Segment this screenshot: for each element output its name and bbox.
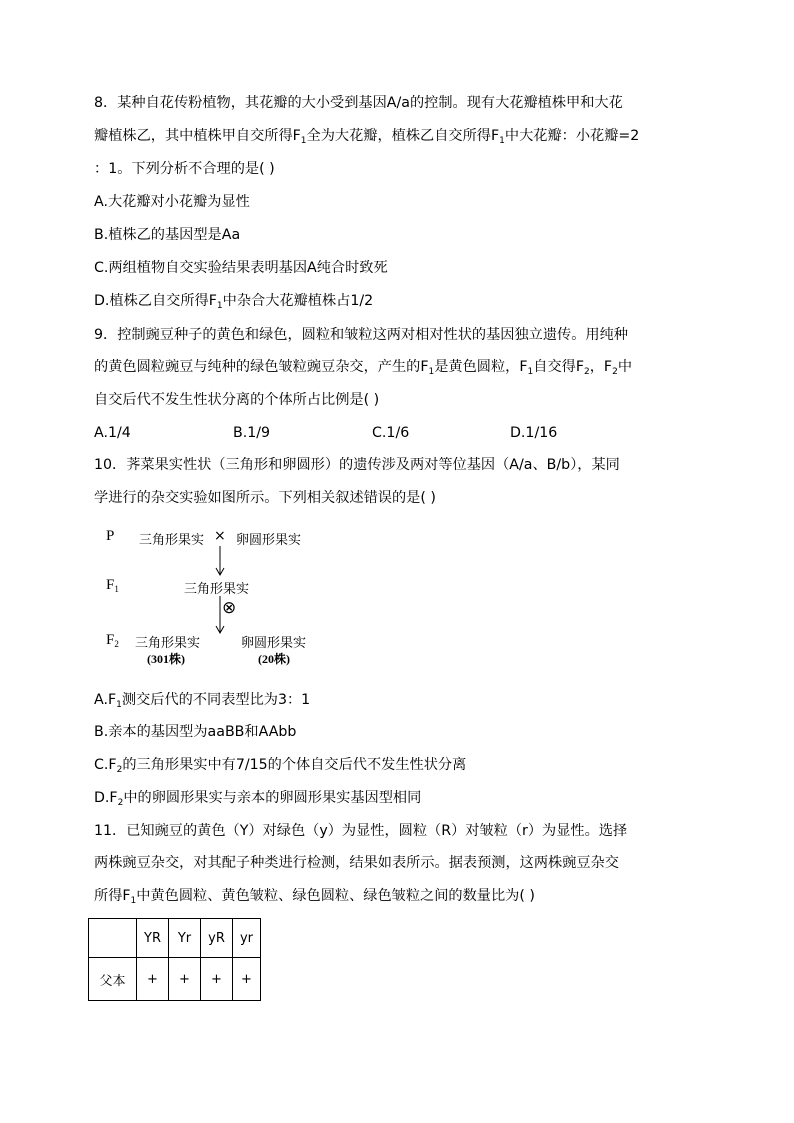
table-cell: + bbox=[201, 958, 233, 1001]
table-header-cell: Yr bbox=[169, 919, 201, 958]
table-header-cell: yr bbox=[233, 919, 261, 958]
f1-triangle-fruit: 三角形果实 bbox=[184, 582, 250, 597]
table-cell: + bbox=[169, 958, 201, 1001]
q9-stem-line3: 自交后代不发生性状分离的个体所占比例是( ) bbox=[94, 392, 380, 408]
q9-option-d: D.1/16 bbox=[510, 425, 558, 441]
q10-option-a: $A.F_1$测交后代的不同表型比为3：1 bbox=[94, 692, 311, 710]
table-header-cell bbox=[89, 919, 137, 958]
f2-triangle-fruit: 三角形果实 bbox=[135, 636, 201, 651]
table-row bbox=[89, 958, 261, 1001]
f2-ovoid-fruit: 卵圆形果实 bbox=[241, 636, 307, 651]
q10-option-b: B.亲本的基因型为aaBB和AAbb bbox=[94, 724, 297, 740]
q10-stem-line1: 10．荠菜果实性状（三角形和卵圆形）的遗传涉及两对等位基因（A/a、B/b），某同 bbox=[94, 457, 620, 473]
q9-stem-line2: 的黄色圆粒豌豆与纯种的绿色皱粒豌豆杂交，产生的$F_1$是黄色圆粒，$F_1$自交得$F_2$，$F_2$中 bbox=[94, 359, 633, 377]
parent-triangle-fruit: 三角形果实 bbox=[139, 533, 205, 548]
q10-stem-line2: 学进行的杂交实验如图所示。下列相关叙述错误的是( ) bbox=[94, 490, 436, 506]
table-header-cell: YR bbox=[137, 919, 169, 958]
table-header-cell: yR bbox=[201, 919, 233, 958]
q9-option-b: B.1/9 bbox=[233, 425, 271, 441]
table-row-label: 父本 bbox=[89, 958, 137, 1001]
q9-stem-line1: 9．控制豌豆种子的黄色和绿色，圆粒和皱粒这两对相对性状的基因独立遗传。用纯种 bbox=[94, 327, 628, 343]
q8-stem-line2: 瓣植株乙，其中植株甲自交所得$F_1$全为大花瓣，植株乙自交所得$F_1$中大花瓣：小花瓣=2 bbox=[94, 128, 640, 146]
arrowhead-f1-to-f2 bbox=[216, 626, 224, 633]
q11-stem-line1: 11．已知豌豆的黄色（Y）对绿色（y）为显性，圆粒（R）对皱粒（r）为显性。选择 bbox=[94, 823, 628, 839]
q8-stem-line3: ：1。下列分析不合理的是( ) bbox=[94, 161, 275, 177]
f2-ovoid-count: (20株) bbox=[258, 652, 290, 666]
q10-option-c: $C.F_2$的三角形果实中有7/15的个体自交后代不发生性状分离 bbox=[94, 757, 467, 775]
table-cell: + bbox=[137, 958, 169, 1001]
f2-triangle-count: (301株) bbox=[147, 652, 185, 666]
generation-label-p: P bbox=[106, 528, 115, 544]
generation-label-f2: $F_2$ bbox=[106, 632, 119, 649]
arrowhead-p-to-f1 bbox=[216, 568, 224, 575]
q10-option-d: $D.F_2$中的卵圆形果实与亲本的卵圆形果实基因型相同 bbox=[94, 790, 422, 808]
generation-label-f1: $F_1$ bbox=[106, 577, 119, 594]
cross-symbol: × bbox=[214, 528, 226, 544]
selfing-symbol: ⊗ bbox=[222, 598, 237, 618]
gamete-table-header-row bbox=[89, 919, 261, 958]
parent-ovoid-fruit: 卵圆形果实 bbox=[236, 533, 302, 548]
q8-stem-line1: 8．某种自花传粉植物，其花瓣的大小受到基因A/a的控制。现有大花瓣植株甲和大花 bbox=[94, 95, 623, 111]
q8-option-d: D.植株乙自交所得$F_1$中杂合大花瓣植株占1/2 bbox=[94, 293, 374, 311]
q8-option-a: A.大花瓣对小花瓣为显性 bbox=[94, 194, 250, 210]
q8-option-c: C.两组植物自交实验结果表明基因A纯合时致死 bbox=[94, 260, 388, 276]
q11-stem-line2: 两株豌豆杂交，对其配子种类进行检测，结果如表所示。据表预测，这两株豌豆杂交 bbox=[94, 855, 619, 871]
q11-stem-line3: 所得$F_1$中黄色圆粒、黄色皱粒、绿色圆粒、绿色皱粒之间的数量比为( ) bbox=[94, 888, 535, 906]
q9-option-a: A.1/4 bbox=[94, 425, 131, 441]
gamete-table bbox=[88, 918, 261, 1001]
q9-options bbox=[94, 423, 694, 443]
q9-option-c: C.1/6 bbox=[372, 425, 410, 441]
table-cell: + bbox=[233, 958, 261, 1001]
q8-option-b: B.植株乙的基因型是Aa bbox=[94, 227, 241, 243]
